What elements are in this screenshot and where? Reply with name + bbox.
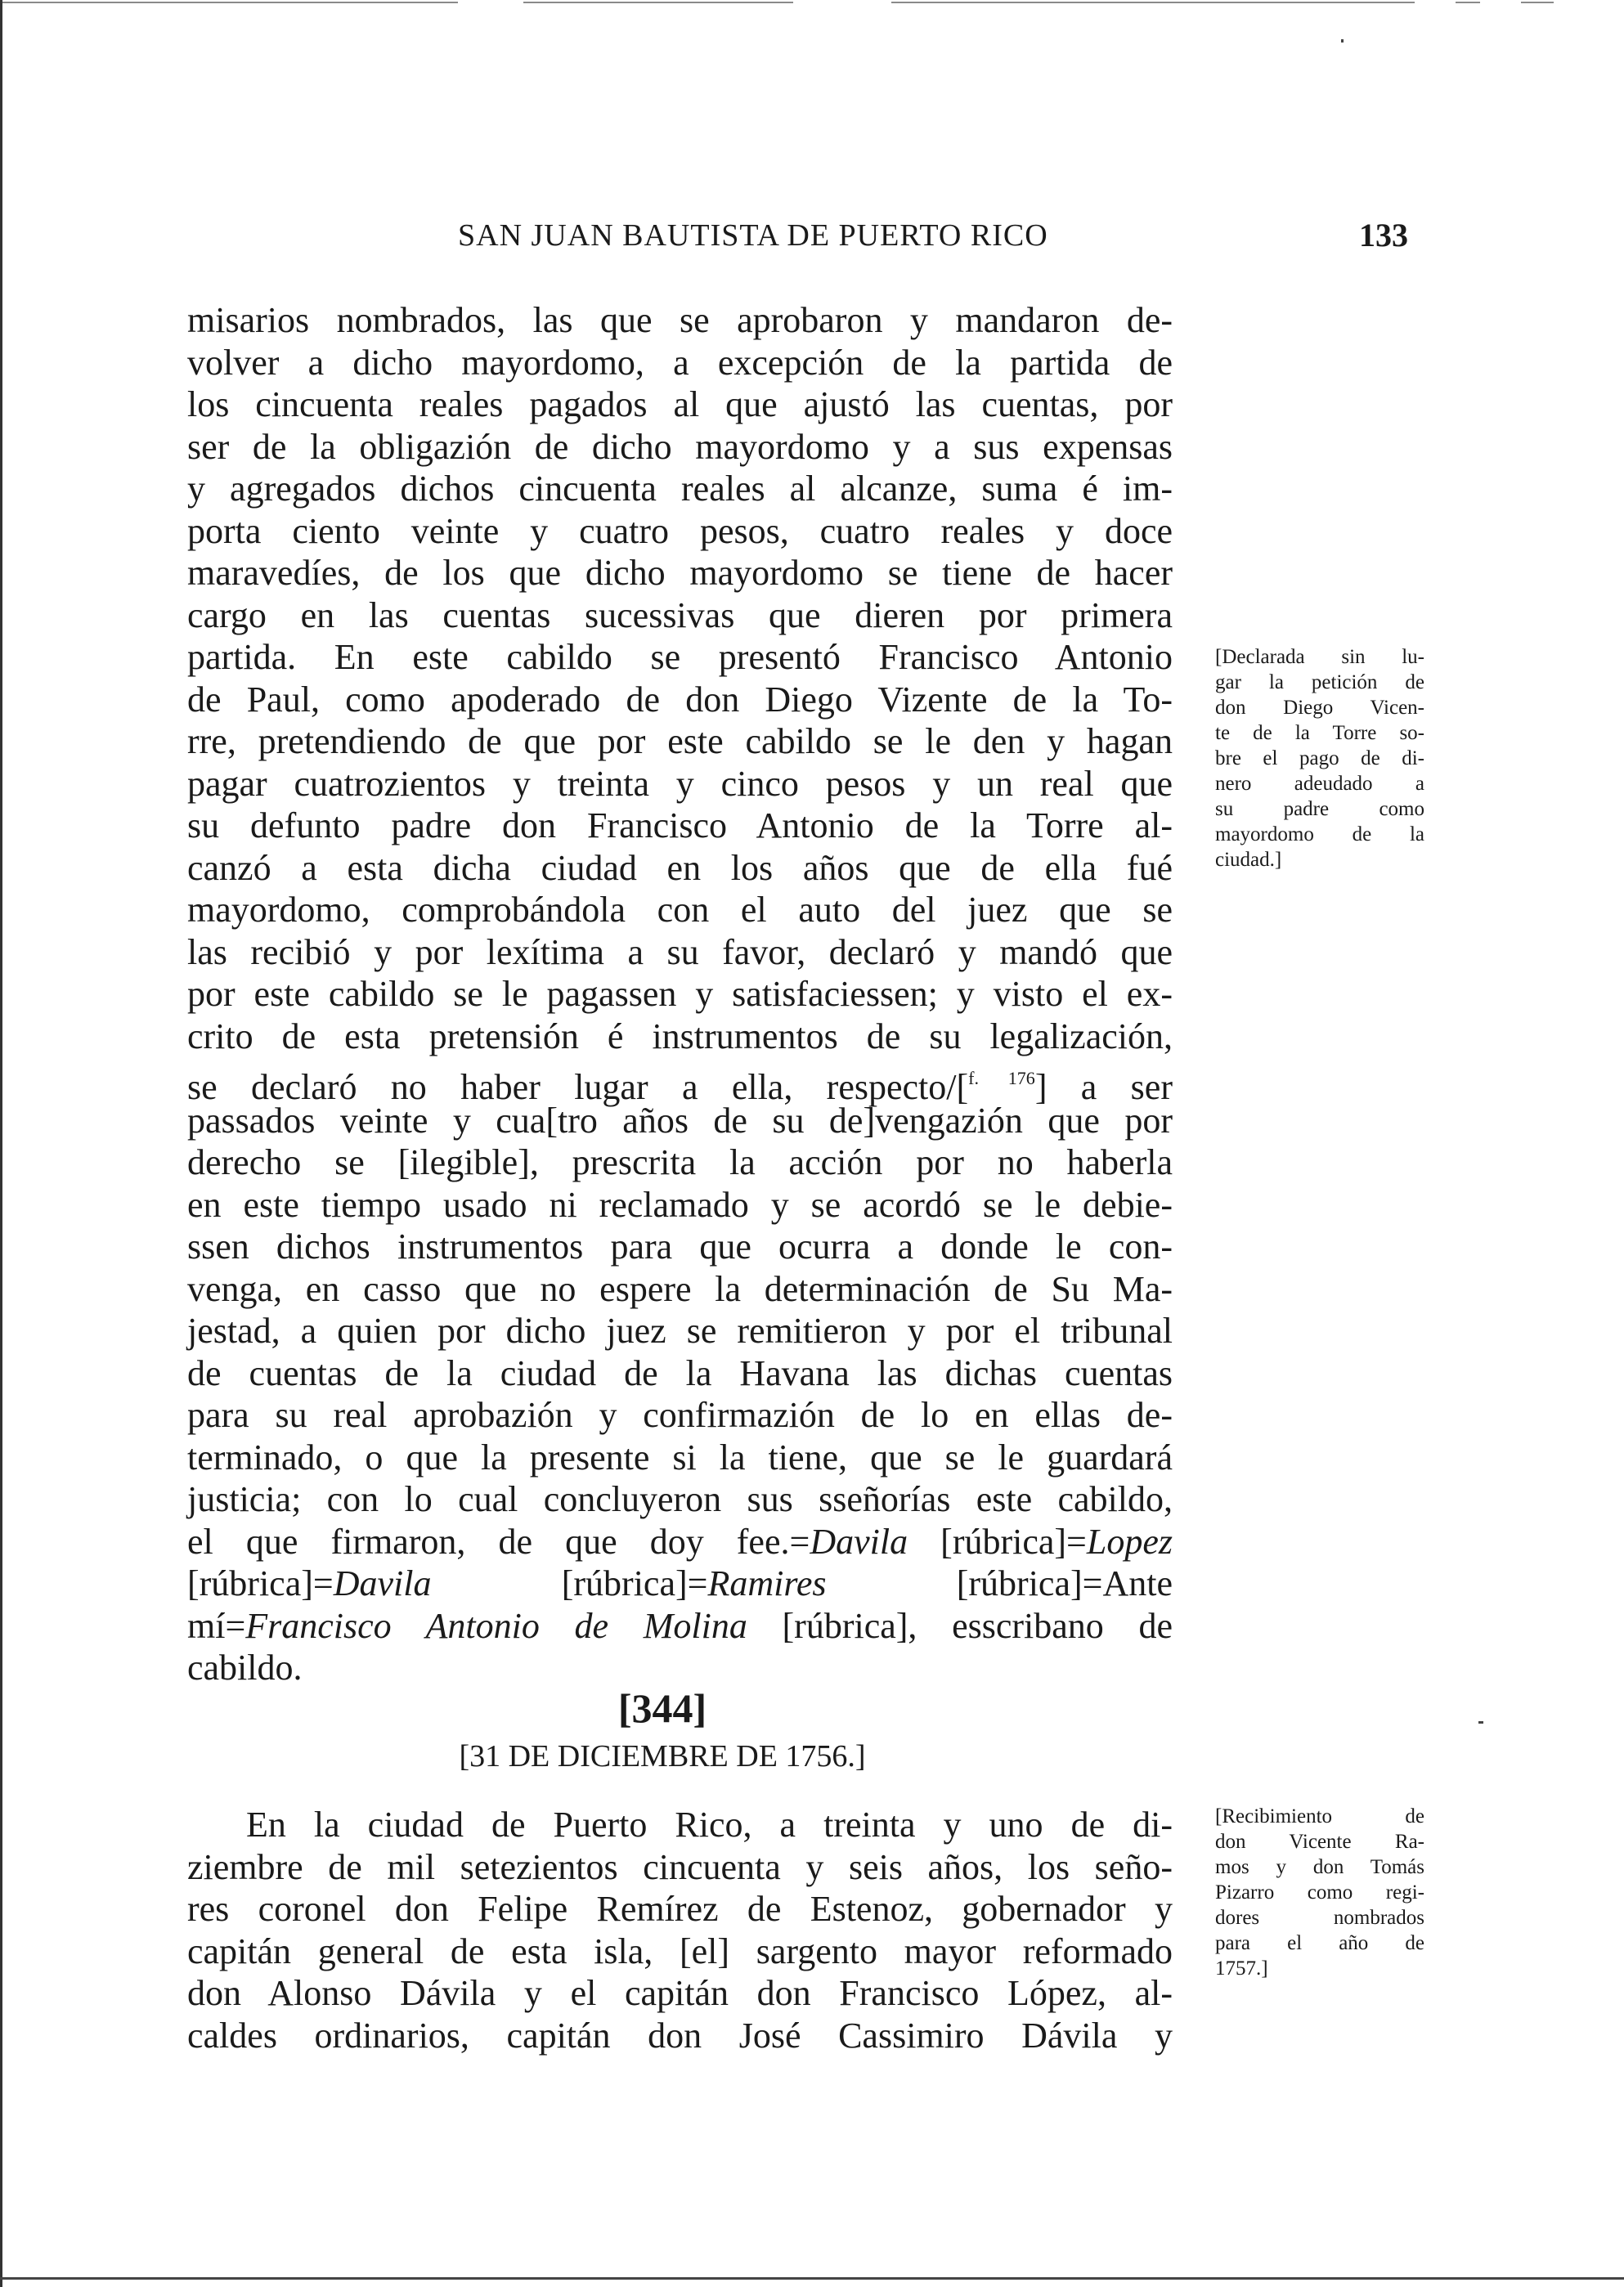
text-line: y agregados dichos cincuenta reales al alcanze, suma é im- <box>187 469 1173 509</box>
signature-line <box>187 1521 1173 1563</box>
text-line: las recibió y por lexítima a su favor, declaró y mandó que <box>187 931 1173 972</box>
text-line: pagar cuatrozientos y treinta y cinco pesos y un real que <box>187 763 1173 804</box>
text-line: res coronel don Felipe Remírez de Estenoz, gobernador y <box>187 1889 1173 1929</box>
signatory-name: Davila <box>810 1521 908 1562</box>
scan-speck <box>1341 39 1344 43</box>
text-line: caldes ordinarios, capitán don José Cassimiro Dávila y <box>187 2015 1173 2056</box>
note-line: [Recibimiento de <box>1215 1805 1424 1827</box>
signatory-name: Davila <box>333 1563 432 1603</box>
margin-note-2 <box>1215 1804 1424 1981</box>
line-text: [rúbrica]= <box>431 1563 708 1603</box>
text-line: ser de la obligazión de dicho mayordomo y a sus expensas <box>187 426 1173 467</box>
note-line: dores nombrados <box>1215 1907 1424 1929</box>
note-line: don Diego Vicen- <box>1215 697 1424 719</box>
scan-left-edge <box>0 0 2 2287</box>
text-line: crito de esta pretensión é instrumentos de su legalización, <box>187 1016 1173 1056</box>
note-line: nero adeudado a <box>1215 773 1424 795</box>
signature-line <box>187 1563 1173 1605</box>
signatory-name: Lopez <box>1086 1521 1173 1562</box>
text-line: por este cabildo se le pagassen y satisfaciessen; y visto el ex- <box>187 974 1173 1014</box>
signature-line <box>187 1605 1173 1648</box>
folio-reference: f. 176 <box>968 1068 1035 1088</box>
text-line: rre, pretendiendo de que por este cabildo se le den y hagan <box>187 721 1173 761</box>
note-line: te de la Torre so- <box>1215 722 1424 744</box>
note-line: gar la petición de <box>1215 671 1424 693</box>
text-line: don Alonso Dávila y el capitán don Francisco López, al- <box>187 1973 1173 2013</box>
page-number: 133 <box>1359 217 1408 253</box>
text-line: En la ciudad de Puerto Rico, a treinta y uno de di- <box>246 1805 1173 1845</box>
line-text: [rúbrica], esscribano de <box>747 1605 1173 1646</box>
text-line: mayordomo, comprobándola con el auto del juez que se <box>187 890 1173 930</box>
text-line: passados veinte y cua[tro años de su de]vengazión que por <box>187 1100 1173 1141</box>
text-line: de Paul, como apoderado de don Diego Vizente de la To- <box>187 679 1173 720</box>
text-line: los cincuenta reales pagados al que ajustó las cuentas, por <box>187 384 1173 424</box>
scan-top-edge <box>0 0 1624 5</box>
text-line: porta ciento veinte y cuatro pesos, cuatro reales y doce <box>187 510 1173 551</box>
text-line: para su real aprobazión y confirmazión de lo en ellas de- <box>187 1395 1173 1435</box>
margin-note-1 <box>1215 644 1424 872</box>
text-line: venga, en casso que no espere la determinación de Su Ma- <box>187 1268 1173 1309</box>
line-text: [rúbrica]= <box>187 1563 334 1603</box>
note-line: 1757.] <box>1215 1957 1268 1980</box>
text-line: ssen dichos instrumentos para que ocurra a donde le con- <box>187 1226 1173 1267</box>
text-line: cabildo. <box>187 1648 303 1688</box>
text-line: su defunto padre don Francisco Antonio de la Torre al- <box>187 805 1173 845</box>
note-line: su padre como <box>1215 798 1424 820</box>
text-line: canzó a esta dicha ciudad en los años que de ella fué <box>187 847 1173 888</box>
line-text: el que firmaron, de que doy fee.= <box>187 1521 810 1562</box>
line-text: se declaró no haber lugar a ella, respecto/[ <box>187 1067 969 1107</box>
note-line: mayordomo de la <box>1215 823 1424 845</box>
signatory-name: Francisco Antonio de Molina <box>245 1605 747 1646</box>
text-line: en este tiempo usado ni reclamado y se acordó se le debie- <box>187 1184 1173 1225</box>
scan-bottom-edge <box>0 2277 1624 2280</box>
line-text: ] a ser <box>1034 1067 1173 1107</box>
line-text: mí= <box>187 1605 246 1646</box>
note-line: [Declarada sin lu- <box>1215 646 1424 668</box>
paragraph-1 <box>187 299 1173 1689</box>
text-line: jestad, a quien por dicho juez se remitieron y por el tribunal <box>187 1311 1173 1351</box>
note-line: para el año de <box>1215 1932 1424 1954</box>
line-text: [rúbrica]= <box>908 1521 1087 1562</box>
text-line: terminado, o que la presente si la tiene, que se le guardará <box>187 1437 1173 1478</box>
paragraph-2 <box>187 1804 1173 2056</box>
entry-number: [344] <box>617 1685 707 1731</box>
text-line: derecho se [ilegible], prescrita la acción por no haberla <box>187 1142 1173 1182</box>
text-line: maravedíes, de los que dicho mayordomo se tiene de hacer <box>187 553 1173 593</box>
note-line: bre el pago de di- <box>1215 747 1424 769</box>
note-line: mos y don Tomás <box>1215 1856 1424 1878</box>
note-line: don Vicente Ra- <box>1215 1831 1424 1853</box>
text-line: cargo en las cuentas sucessivas que dieren por primera <box>187 594 1173 635</box>
text-line: capitán general de esta isla, [el] sargento mayor reformado <box>187 1930 1173 1971</box>
line-text: [rúbrica]=Ante <box>826 1563 1173 1603</box>
text-line-folio <box>187 1057 1173 1107</box>
text-line: justicia; con lo cual concluyeron sus sseñorías este cabildo, <box>187 1479 1173 1519</box>
signatory-name: Ramires <box>707 1563 827 1603</box>
entry-date: [31 DE DICIEMBRE DE 1756.] <box>459 1739 866 1774</box>
text-line: volver a dicho mayordomo, a excepción de la partida de <box>187 342 1173 383</box>
text-line: de cuentas de la ciudad de la Havana las dichas cuentas <box>187 1352 1173 1393</box>
scan-speck <box>1478 1721 1483 1724</box>
note-line: ciudad.] <box>1215 849 1282 871</box>
running-head: SAN JUAN BAUTISTA DE PUERTO RICO <box>458 218 1048 253</box>
note-line: Pizarro como regi- <box>1215 1881 1424 1904</box>
text-line: misarios nombrados, las que se aprobaron y mandaron de- <box>187 300 1173 340</box>
text-line: partida. En este cabildo se presentó Francisco Antonio <box>187 637 1173 677</box>
text-line: ziembre de mil setezientos cincuenta y seis años, los seño- <box>187 1846 1173 1887</box>
